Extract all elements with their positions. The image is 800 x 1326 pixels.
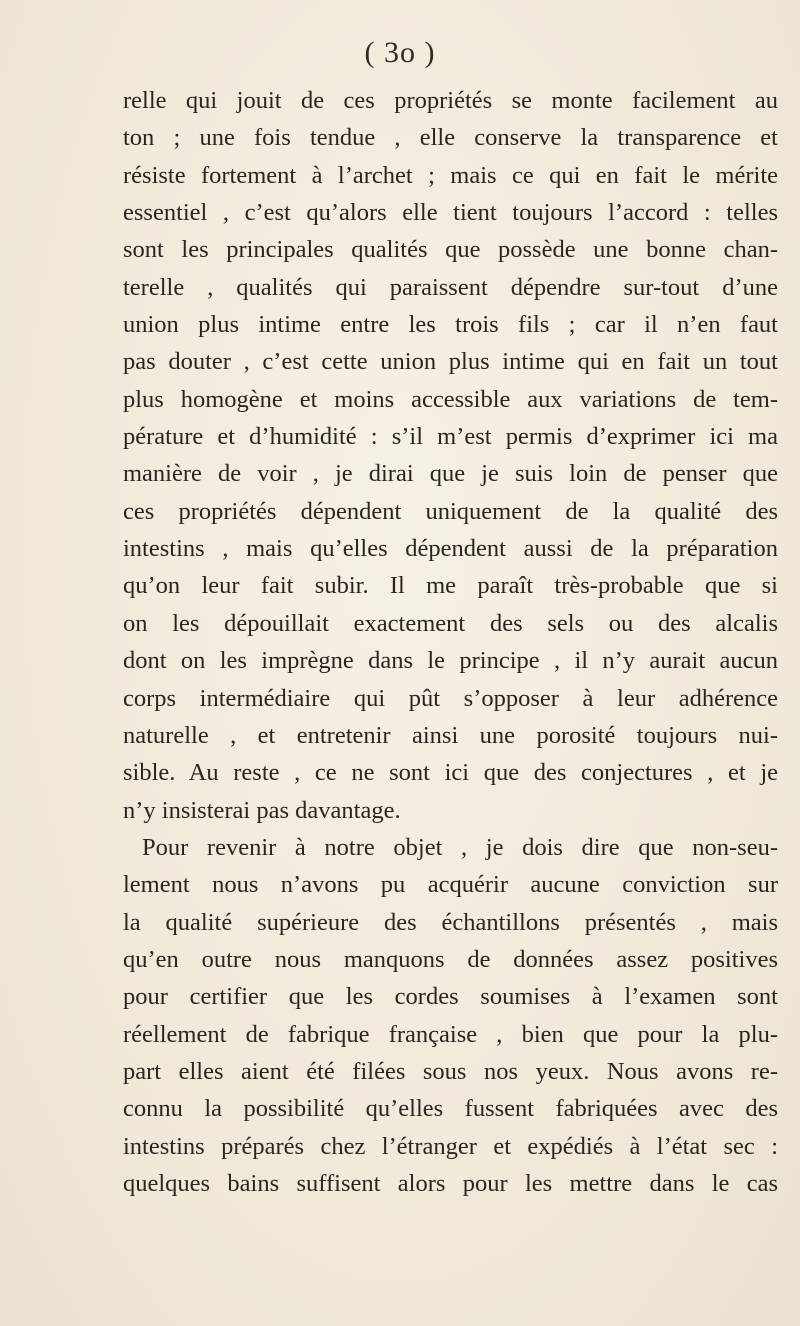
text-line: ces propriétés dépendent uniquement de la qualité des [123, 497, 778, 525]
text-line: ton ; une fois tendue , elle conserve la transparence et [123, 124, 778, 152]
text-line: sont les principales qualités que possède une bonne chan- [123, 236, 778, 264]
text-line: qu’on leur fait subir. Il me paraît très-probable que si [123, 572, 778, 600]
text-line: quelques bains suffisent alors pour les mettre dans le cas [123, 1169, 778, 1197]
text-line: relle qui jouit de ces propriétés se monte facilement au [123, 87, 778, 114]
text-line: union plus intime entre les trois fils ; car il n’en faut [123, 311, 778, 339]
text-line: intestins , mais qu’elles dépendent aussi de la préparation [123, 535, 778, 563]
text-line: lement nous n’avons pu acquérir aucune conviction sur [123, 871, 778, 899]
paragraph-end-line: n’y insisterai pas davantage. [123, 796, 401, 824]
text-line: pas douter , c’est cette union plus intime qui en fait un tout [123, 348, 778, 376]
text-line: naturelle , et entretenir ainsi une porosité toujours nui- [123, 721, 778, 749]
text-line: pérature et d’humidité : s’il m’est permis d’exprimer ici ma [123, 423, 778, 451]
body-text [123, 82, 778, 1202]
text-line: dont on les imprègne dans le principe , il n’y aurait aucun [123, 647, 778, 675]
text-line: on les dépouillait exactement des sels ou des alcalis [123, 609, 778, 637]
text-line: connu la possibilité qu’elles fussent fabriquées avec des [123, 1095, 778, 1123]
text-line: essentiel , c’est qu’alors elle tient toujours l’accord : telles [123, 199, 778, 227]
text-line: la qualité supérieure des échantillons présentés , mais [123, 908, 778, 936]
text-line: terelle , qualités qui paraissent dépendre sur-tout d’une [123, 273, 778, 301]
text-line: pour certifier que les cordes soumises à l’examen sont [123, 983, 778, 1011]
page-number: ( 3o ) [364, 36, 436, 69]
text-line: résiste fortement à l’archet ; mais ce qui en fait le mérite [123, 161, 778, 189]
text-line: intestins préparés chez l’étranger et expédiés à l’état sec : [123, 1132, 778, 1160]
text-line: plus homogène et moins accessible aux variations de tem- [123, 385, 778, 413]
text-line: qu’en outre nous manquons de données assez positives [123, 945, 778, 973]
text-line: manière de voir , je dirai que je suis loin de penser que [123, 460, 778, 488]
text-line: part elles aient été filées sous nos yeux. Nous avons re- [123, 1057, 778, 1085]
text-line: corps intermédiaire qui pût s’opposer à leur adhérence [123, 684, 778, 712]
text-line: réellement de fabrique française , bien que pour la plu- [123, 1020, 778, 1048]
paragraph-start-line: Pour revenir à notre objet , je dois dire que non-seu- [142, 833, 778, 861]
text-line: sible. Au reste , ce ne sont ici que des conjectures , et je [123, 759, 778, 787]
